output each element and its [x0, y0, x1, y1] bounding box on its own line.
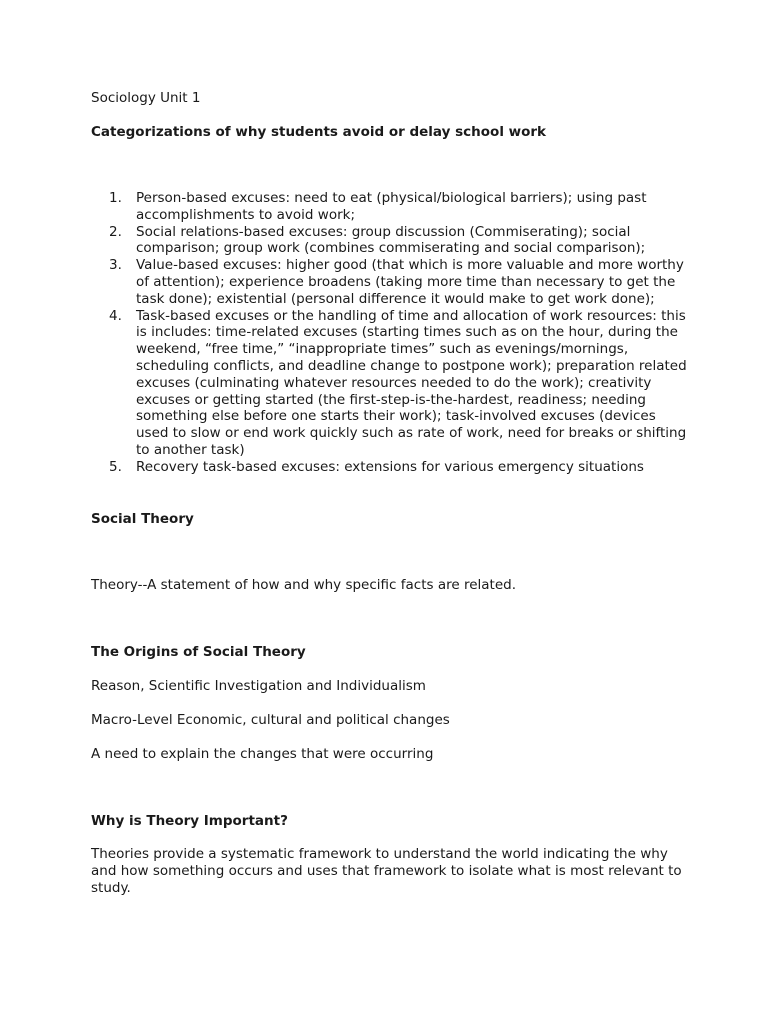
section-heading-social-theory: Social Theory [91, 511, 194, 527]
list-item-number: 4. [109, 307, 122, 324]
list-item-number: 3. [109, 257, 122, 274]
excuses-list [91, 190, 691, 476]
origins-item: Reason, Scientific Investigation and Individualism [91, 678, 426, 694]
importance-paragraph: Theories provide a systematic framework to understand the world indicating the why and how something occurs and uses that framework to isolate what is most relevant to study. [91, 846, 682, 896]
list-item-number: 2. [109, 223, 122, 240]
section-heading-importance: Why is Theory Important? [91, 813, 288, 829]
list-item-text: Value-based excuses: higher good (that which is more valuable and more worthy of attention); experience broadens (taking more time than necessary to get the task done); existential (personal difference it would make to get work done); [136, 257, 684, 307]
document-subtitle: Categorizations of why students avoid or delay school work [91, 124, 547, 140]
list-item-number: 1. [109, 190, 122, 206]
origins-item: A need to explain the changes that were occurring [91, 746, 434, 762]
list-item [109, 458, 691, 476]
section-heading-origins: The Origins of Social Theory [91, 644, 306, 660]
list-item [109, 223, 691, 258]
list-item-number: 5. [109, 458, 122, 475]
list-item-text: Person-based excuses: need to eat (physical/biological barriers); using past accomplishments to avoid work; [136, 190, 647, 223]
document-title: Sociology Unit 1 [91, 90, 201, 106]
origins-item: Macro-Level Economic, cultural and political changes [91, 712, 450, 728]
list-item [109, 257, 691, 307]
list-item-text: Task-based excuses or the handling of time and allocation of work resources: this is includes: time-related excuses (starting times such as on the hour, during the weekend, “free time,” “inappropriate times” such as evenings/mornings, scheduling conflicts, and deadline change to postpone work); preparation related excuses (culminating whatever resources needed to do the work); creativity excuses or getting started (the first-step-is-the-hardest, readiness; needing something else before one starts their work); task-involved excuses (devices used to slow or end work quickly such as rate of work, need for breaks or shifting to another task) [136, 307, 687, 458]
list-item [109, 307, 691, 459]
list-item-text: Social relations-based excuses: group discussion (Commiserating); social comparison; group work (combines commiserating and social comparison); [136, 223, 646, 257]
list-item [109, 190, 691, 224]
list-item-text: Recovery task-based excuses: extensions for various emergency situations [136, 458, 644, 475]
theory-definition: Theory--A statement of how and why specific facts are related. [91, 577, 516, 593]
